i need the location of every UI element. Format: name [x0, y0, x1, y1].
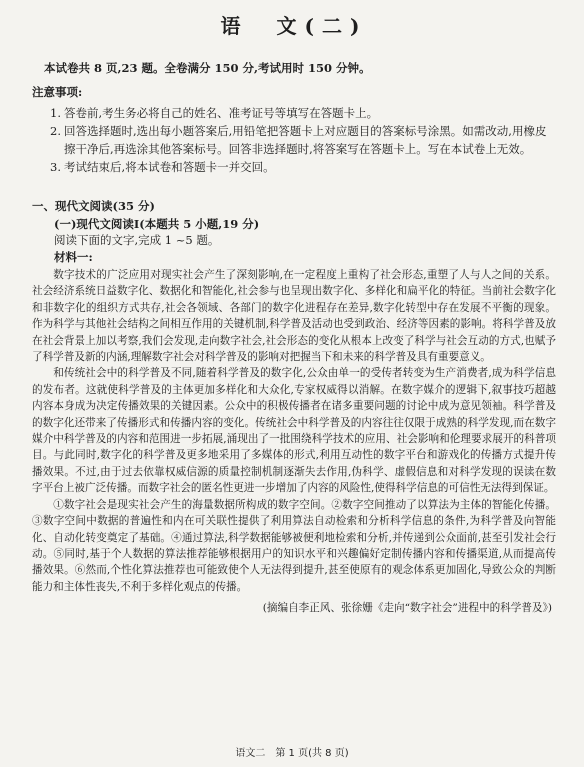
- article-paragraph: 数字技术的广泛应用对现实社会产生了深刻影响,在一定程度上重构了社会形态,重塑了人与人之间的关系。社会经济系统日益数字化、数据化和智能化,社会参与也呈现出数字化、多样化和扁平化的特征。当前社会数字化和非数字化的组织方式共存,社会各领域、各部门的数字化进程存在差异,数字化转型中存在发展不平衡的现象。作为科学与其他社会结构之间相互作用的关键机制,科学普及活动也受到政治、经济等因素的影响。将科学普及放在社会背景上加以考察,我们会发现,走向数字社会,社会形态的变化从根本上改变了科学与社会互动的方式,也赋予了科学普及新的内涵,理解数字社会对科学普及的影响对把握当下和未来的科学普及具有重要意义。: [32, 269, 556, 364]
- article-source: (摘编自李正风、张徐姗《走向“数字社会”进程中的科学普及》): [262, 602, 552, 615]
- page-title: 语 文(二): [220, 14, 368, 38]
- article-paragraph: 和传统社会中的科学普及不同,随着科学普及的数字化,公众由单一的受传者转变为生产消费者,成为科学信息的发布者。这就使科学普及的主体更加多样化和大众化,专家权威得以消解。在数字媒介的逻辑下,叙事技巧超越内容本身成为决定传播效果的关键因素。公众中的积极传播者在诸多重要问题的讨论中成为意见领袖。科学普及的数字化还带来了传播形式和传播内容的变化。传统社会中科学普及的内容往往仅限于成熟的科学发现,而在数字媒介中科学普及的内容和范围进一步拓展,涌现出了一批围绕科学技术的应用、社会影响和伦理要求展开的科普项目。与此同时,数字化的科学普及更多地采用了多媒体的形式,利用互动性的数字平台和游戏化的传播方式提升传播效果。不过,由于过去依靠权威信源的质量控制机制逐渐失去作用,伪科学、虚假信息和对科学发现的误读在数字平台上被广泛传播。而数字社会的匿名性更进一步增加了内容的风险性,使得科学信息的可信性无法得到保证。: [32, 367, 556, 495]
- notice-item: 1. 答卷前,考生务必将自己的姓名、准考证号等填写在答题卡上。: [50, 106, 379, 120]
- article-paragraph: ①数字社会是现实社会产生的海量数据所构成的数字空间。②数字空间推动了以算法为主体的智能化传播。③数字空间中数据的普遍性和内在可关联性提供了利用算法自动检索和分析科学信息的条件,为科学普及向智能化、自动化转变奠定了基础。④通过算法,科学数据能够被便利地检索和分析,并传递到公众面前,甚至引发社会行动。⑤同时,基于个人数据的算法推荐能够根据用户的知识水平和兴趣偏好定制传播内容和传播渠道,从而提高传播效果。⑥然而,个性化算法推荐也可能致使个人无法得到提升,甚至使原有的观念体系更加固化,导致公众的判断能力和主体性丧失,不利于多样化观点的传播。: [32, 498, 556, 593]
- exam-info: 本试卷共 8 页,23 题。全卷满分 150 分,考试用时 150 分钟。: [44, 61, 371, 75]
- notice-heading: 注意事项:: [32, 85, 83, 99]
- article-body: [32, 267, 556, 595]
- subsection-heading: (一)现代文阅读Ⅰ(本题共 5 小题,19 分): [54, 217, 260, 231]
- material-label: 材料一:: [54, 250, 93, 264]
- notice-list: [32, 104, 556, 176]
- notice-item: 2. 回答选择题时,选出每小题答案后,用铅笔把答题卡上对应题目的答案标号涂黑。如需改动,用橡皮擦干净后,再选涂其他答案标号。回答非选择题时,将答案写在答题卡上。写在本试卷上无效。: [50, 124, 547, 156]
- section-heading: 一、现代文阅读(35 分): [32, 199, 155, 213]
- instruction-text: 阅读下面的文字,完成 1 ~5 题。: [54, 233, 220, 247]
- notice-item: 3. 考试结束后,将本试卷和答题卡一并交回。: [50, 160, 275, 174]
- page-footer: 语文二 第 1 页(共 8 页): [235, 748, 349, 759]
